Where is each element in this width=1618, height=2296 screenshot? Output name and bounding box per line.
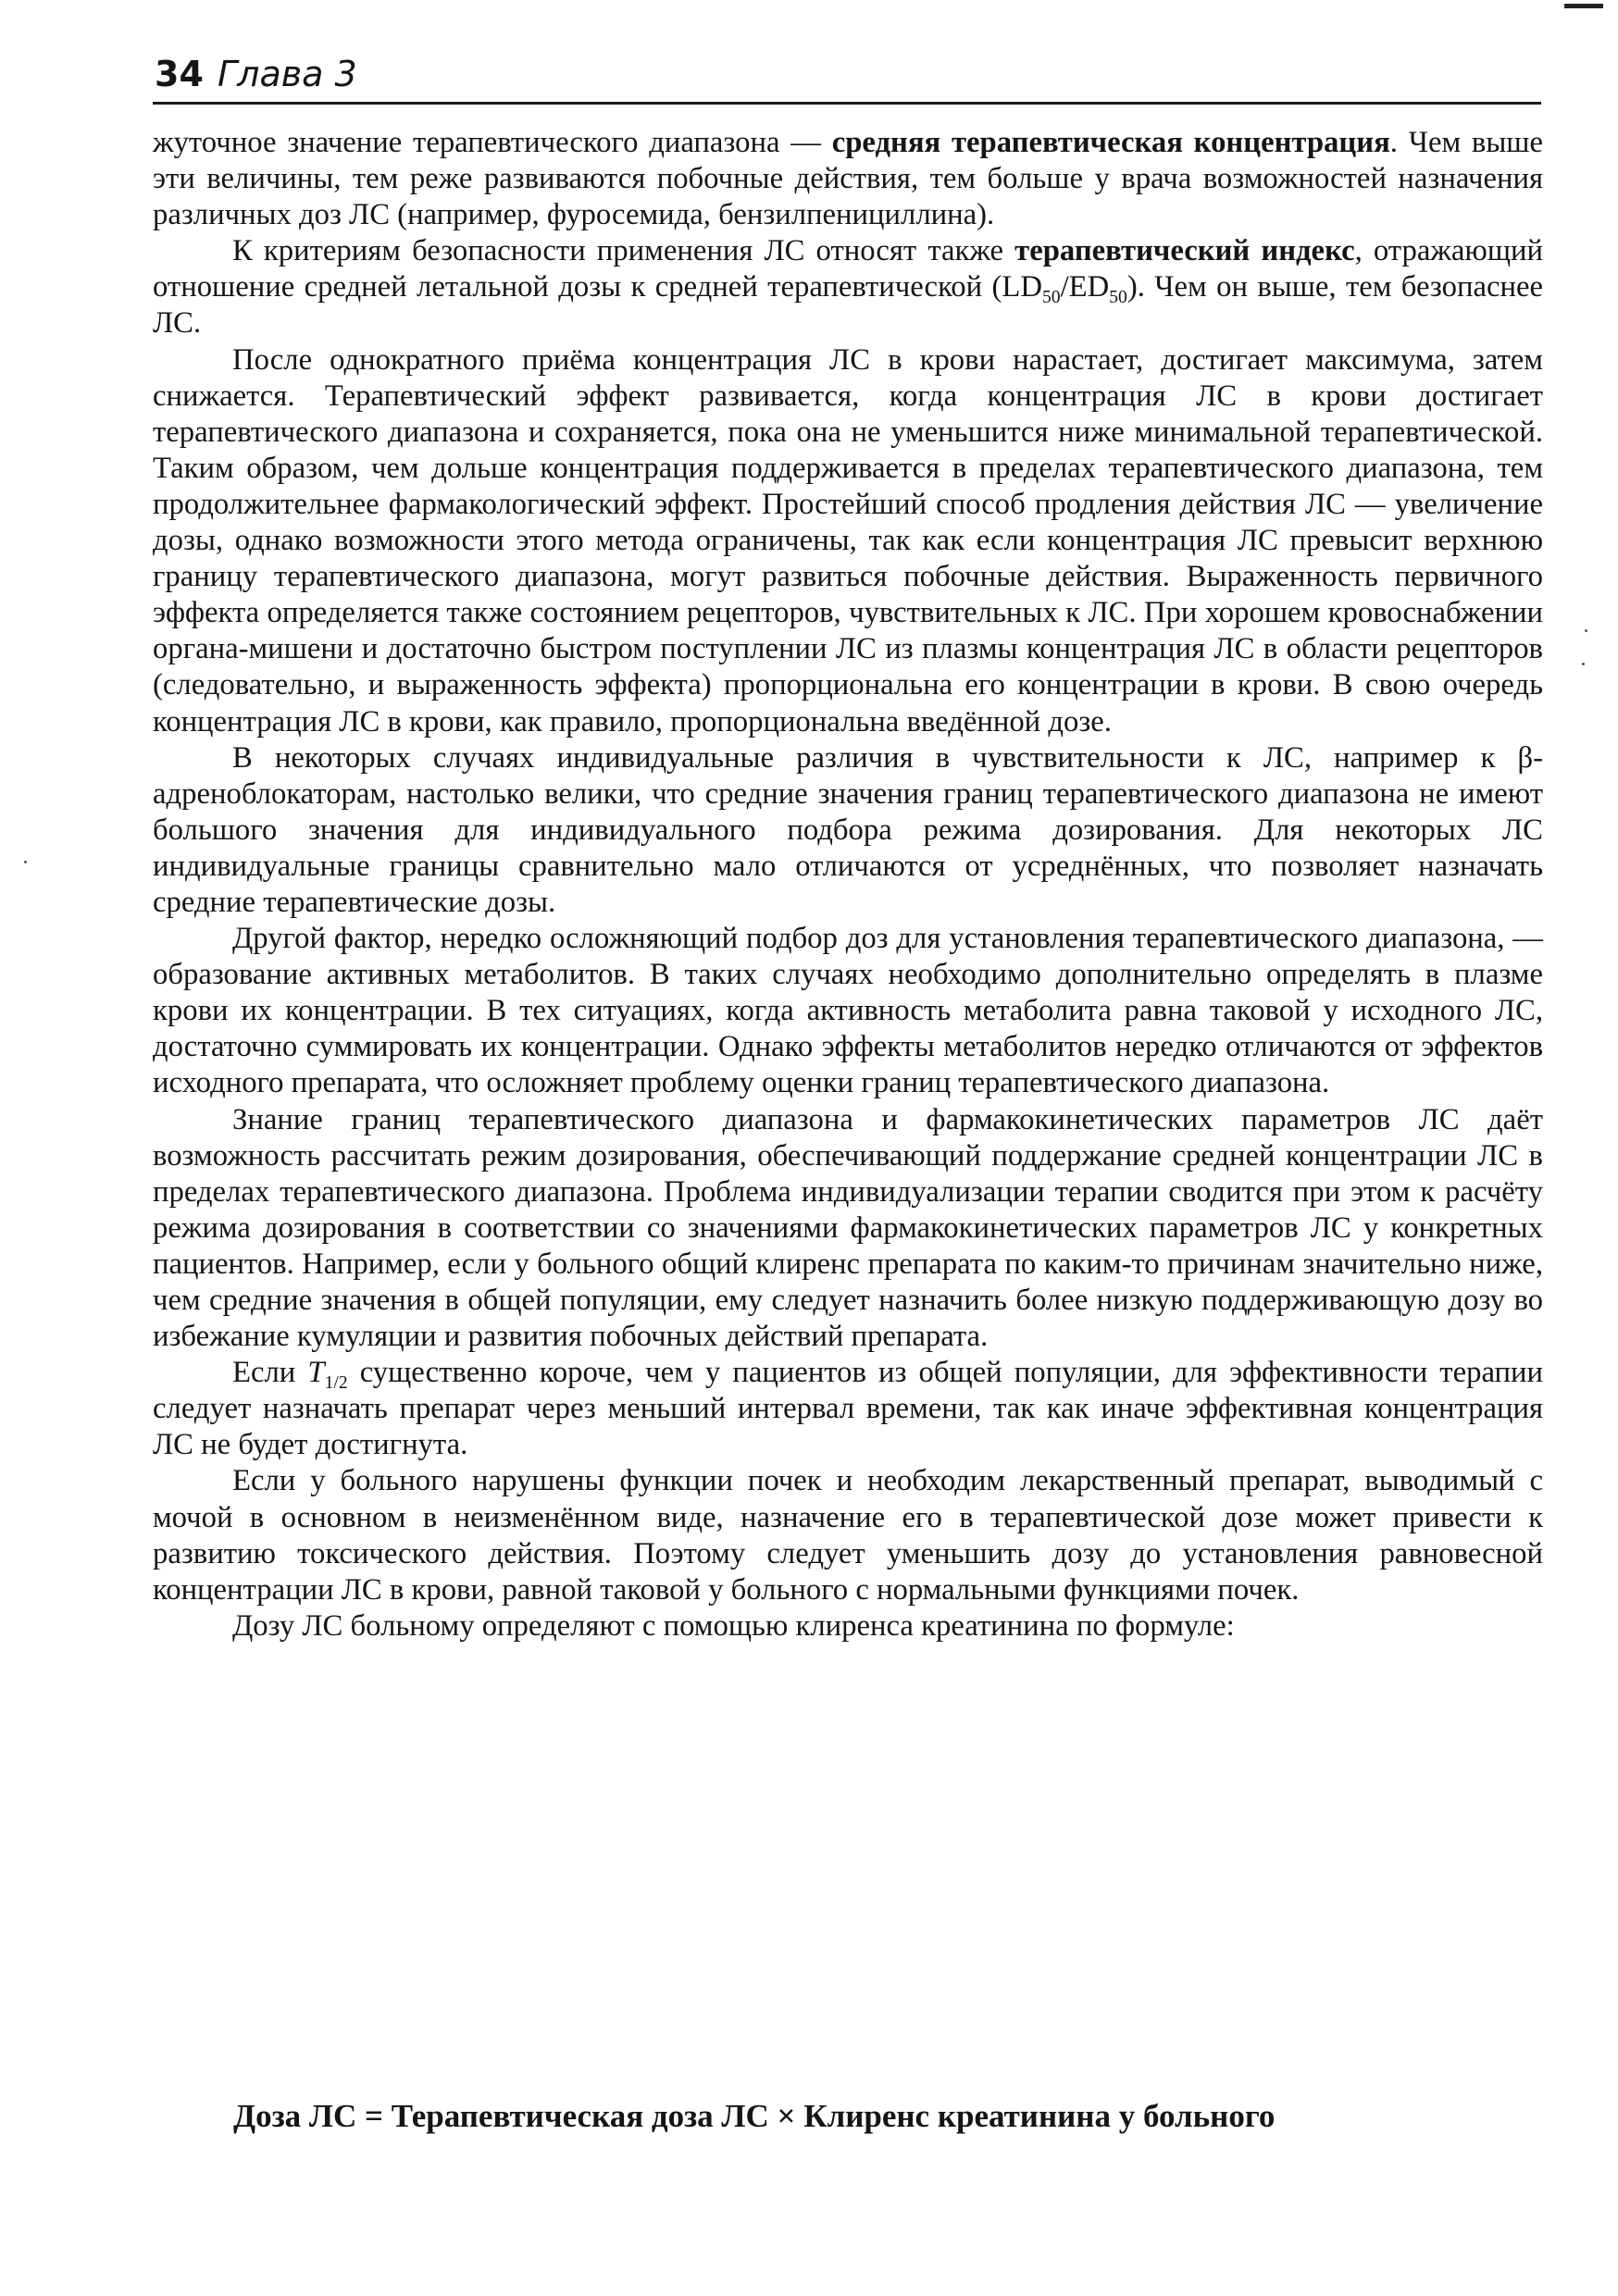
subscript: 1/2: [324, 1373, 348, 1394]
text-run: Дозу ЛС больному определяют с помощью клиренса креатинина по формуле:: [232, 1608, 1235, 1643]
paragraph: [153, 233, 1543, 341]
paragraph: [153, 1355, 1543, 1463]
scan-corner-mark: [1564, 4, 1603, 8]
subscript: 50: [1109, 288, 1127, 308]
scan-speck: [1582, 663, 1585, 665]
text-run: Если: [232, 1356, 308, 1390]
paragraph: [153, 1102, 1543, 1356]
subscript: 50: [1041, 288, 1061, 308]
paragraph: [153, 125, 1543, 233]
chapter-title: Глава 3: [218, 54, 357, 94]
text-run: Знание границ терапевтического диапазона и фармакокинетических параметров ЛС даёт возможность рассчитать режим дозирования, обеспечивающий поддержание средней концентрации ЛС в пределах терапевтического диапазона. Проблема индивидуализации терапии сводится при этом к расчёту режима дозирования в соответствии со значениями фармакокинетических параметров ЛС у конкретных пациентов. Например, если у больного общий клиренс препарата по каким-то причинам значительно ниже, чем средние значения в общей популяции, ему следует назначить более низкую поддерживающую дозу во избежание кумуляции и развития побочных действий препарата.: [153, 1102, 1543, 1354]
page-number: 34: [155, 54, 204, 94]
text-run: существенно короче, чем у пациентов из общей популяции, для эффективности терапии следует назначать препарат через меньший интервал времени, так как иначе эффективная концентрация ЛС не будет достигнута.: [153, 1356, 1544, 1462]
text-run: Другой фактор, нередко осложняющий подбор доз для установления терапевтического диапазона, — образование активных метаболитов. В таких случаях необходимо дополнительно определять в плазме крови их концентрации. В тех ситуациях, когда активность метаболита равна таковой у исходного ЛС, достаточно суммировать их концентрации. Однако эффекты метаболитов нередко отличаются от эффектов исходного препарата, что осложняет проблему оценки границ терапевтического диапазона.: [153, 922, 1543, 1100]
italic-symbol: T: [307, 1356, 325, 1390]
running-header: [153, 44, 1541, 105]
paragraph: [153, 1463, 1543, 1607]
paragraph: [153, 740, 1543, 921]
text-run: жуточное значение терапевтического диапазона —: [153, 126, 832, 159]
paragraph: [153, 1608, 1543, 1644]
scan-speck: [24, 861, 27, 863]
text-run: К критериям безопасности применения ЛС относят также: [232, 234, 1015, 268]
text-run: ). Чем он выше, тем безопаснее ЛС.: [153, 270, 1543, 341]
formula: Доза ЛС = Терапевтическая доза ЛС × Клиренс креатинина у больного: [233, 2098, 1276, 2134]
bold-term: терапевтический индекс: [1014, 234, 1355, 268]
paragraph: [153, 921, 1543, 1101]
text-run: Если у больного нарушены функции почек и необходим лекарственный препарат, выводимый с мочой в основном в неизменённом виде, назначение его в терапевтической дозе может привести к развитию токсического действия. Поэтому следует уменьшить дозу до установления равновесной концентрации ЛС в крови, равной таковой у больного с нормальными функциями почек.: [153, 1464, 1543, 1607]
text-run: . Чем выше эти величины, тем реже развиваются побочные действия, тем больше у врача возможностей назначения различных доз ЛС (например, фуросемида, бензилпенициллина).: [153, 126, 1543, 232]
bold-term: средняя терапевтическая концентрация: [831, 126, 1390, 159]
text-run: После однократного приёма концентрация ЛС в крови нарастает, достигает максимума, затем снижается. Терапевтический эффект развивается, когда концентрация ЛС в крови достигает терапевтического диапазона и сохраняется, пока она не уменьшится ниже минимальной терапевтической. Таким образом, чем дольше концентрация поддерживается в пределах терапевтического диапазона, тем продолжительнее фармакологический эффект. Простейший способ продления действия ЛС — увеличение дозы, однако возможности этого метода ограничены, так как если концентрация ЛС превысит верхнюю границу терапевтического диапазона, могут развиться побочные действия. Выраженность первичного эффекта определяется также состоянием рецепторов, чувствительных к ЛС. При хорошем кровоснабжении органа-мишени и достаточно быстром поступлении ЛС из плазмы концентрация ЛС в области рецепторов (следовательно, и выраженность эффекта) пропорциональна его концентрации в крови. В свою очередь концентрация ЛС в крови, как правило, пропорциональна введённой дозе.: [153, 342, 1543, 738]
scan-speck: [1585, 629, 1587, 632]
text-run: /ED: [1060, 270, 1110, 304]
body-text: [153, 125, 1543, 1644]
paragraph: [153, 342, 1543, 740]
text-run: , отражающий отношение средней летальной дозы к средней терапевтической (LD: [153, 234, 1544, 304]
text-run: В некоторых случаях индивидуальные различия в чувствительности к ЛС, например к β-адреноблокаторам, настолько велики, что средние значения границ терапевтического диапазона не имеют большого значения для индивидуального подбора режима дозирования. Для некоторых ЛС индивидуальные границы сравнительно мало отличаются от усреднённых, что позволяет назначать средние терапевтические дозы.: [153, 740, 1543, 919]
